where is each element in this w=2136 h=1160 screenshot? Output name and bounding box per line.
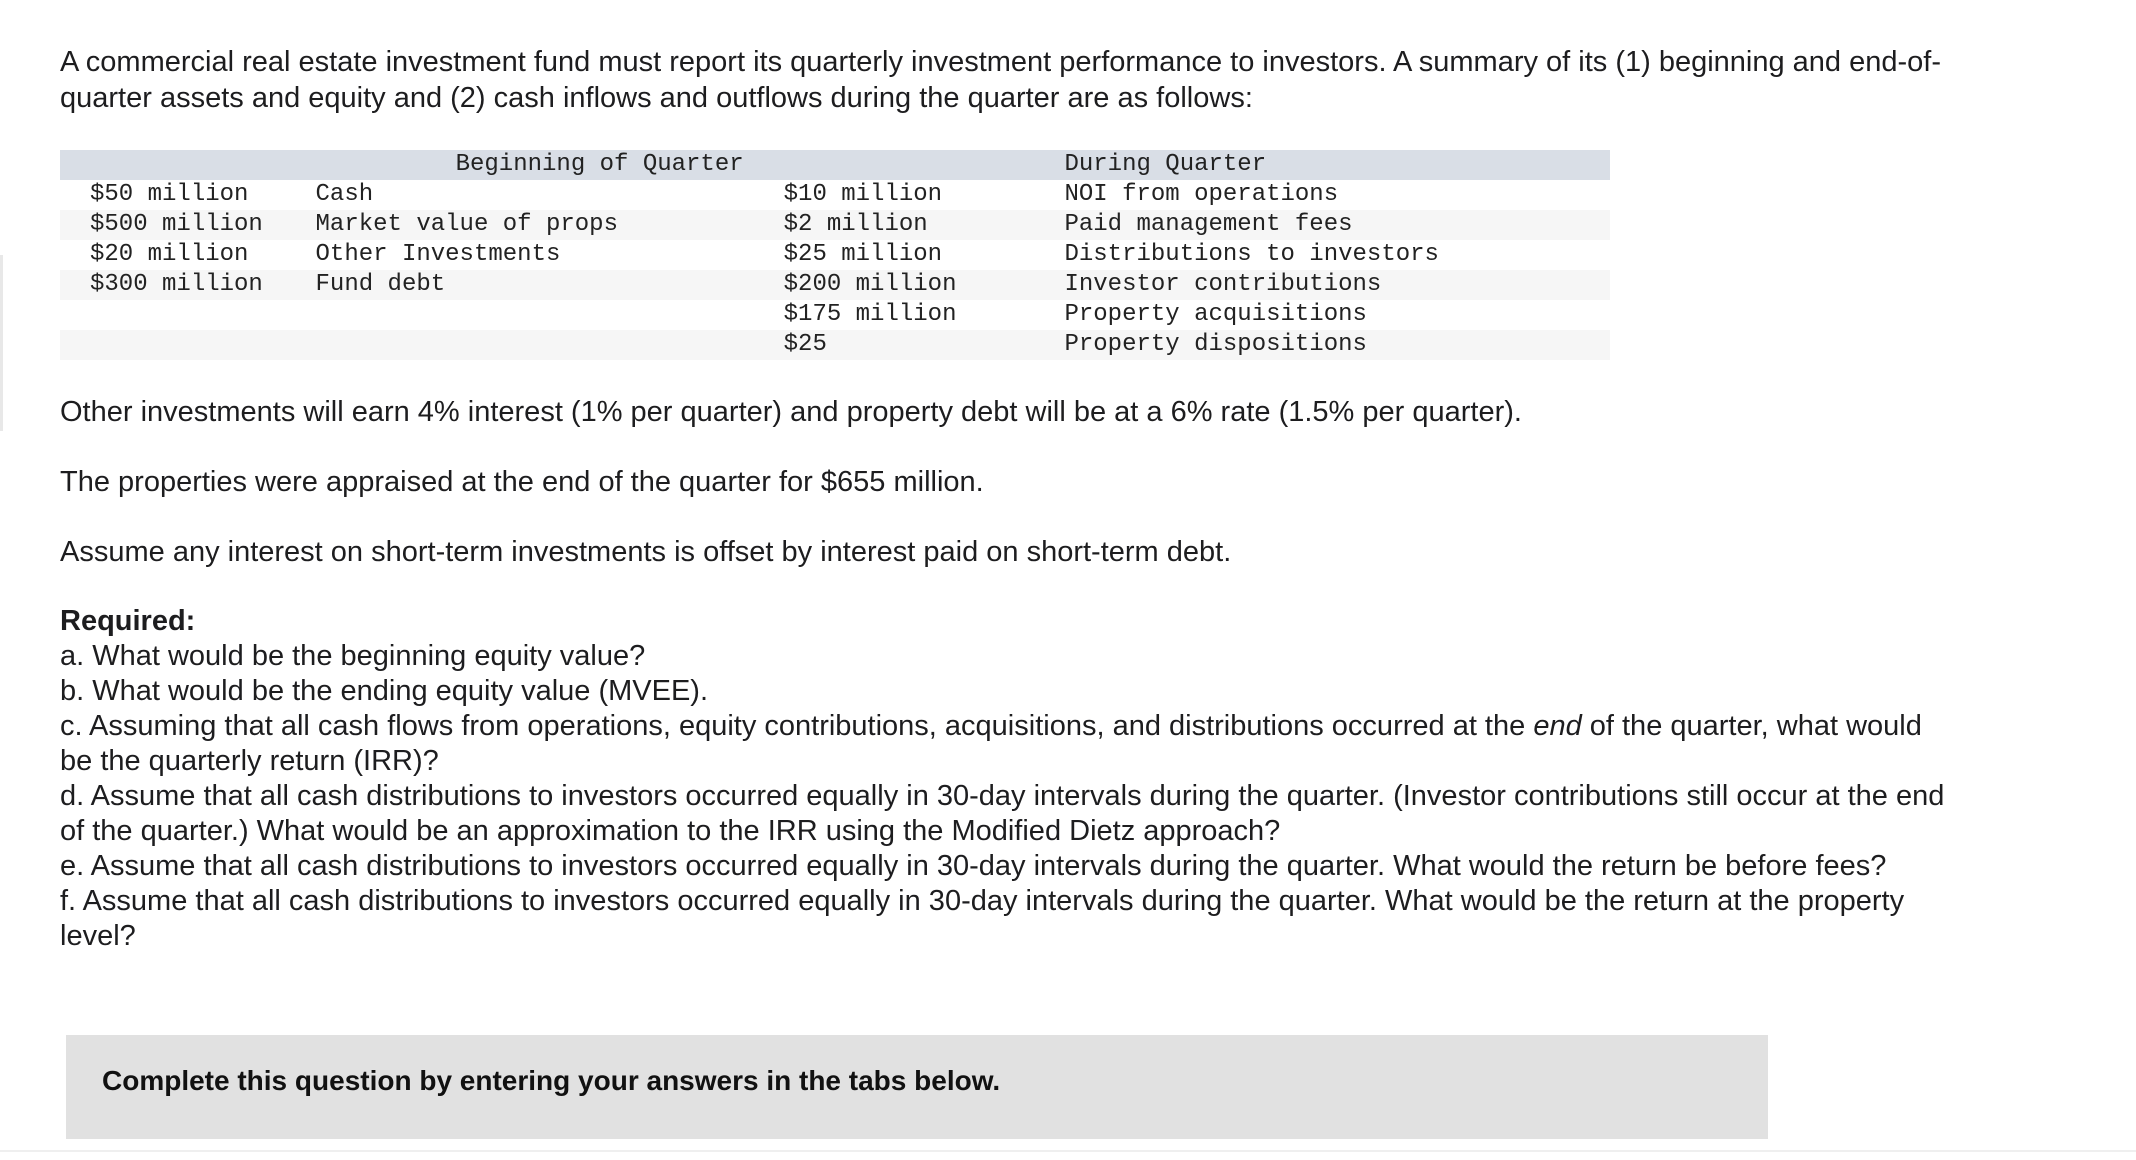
header-during-quarter: During Quarter [1064, 150, 1610, 180]
intro-text: A commercial real estate investment fund must report its quarterly investment performance to investors. A summary of its (1) beginning and end-of-quarter assets and equity and (2) cash inflows and outflows during the quarter are as follows: [60, 46, 1942, 114]
table-row [60, 300, 1610, 330]
bq-label [316, 300, 784, 330]
bq-amount: $300 million [60, 270, 316, 300]
bq-amount: $500 million [60, 210, 316, 240]
dq-label: NOI from operations [1064, 181, 1339, 208]
bottom-divider [0, 1150, 2136, 1152]
dq-amount: $10 million [783, 181, 943, 208]
interest-rate-text: Other investments will earn 4% interest (1% per quarter) and property debt will be at a 6% rate (1.5% per quarter). [60, 396, 1522, 428]
question-c-part1: c. Assuming that all cash flows from operations, equity contributions, acquisitions, and distributions occurred at the [60, 710, 1534, 742]
bq-label: Other Investments [315, 241, 561, 268]
table-row [60, 180, 1610, 210]
question-a: a. What would be the beginning equity value? [60, 640, 646, 672]
table-row [60, 270, 1610, 300]
bq-amount [60, 300, 316, 330]
bq-amount: $50 million [90, 181, 249, 208]
dq-amount: $2 million [784, 210, 1065, 240]
question-c-emphasis: end [1533, 710, 1582, 742]
appraisal-text: The properties were appraised at the end of the quarter for $655 million. [60, 466, 984, 498]
dq-amount: $25 [784, 330, 1065, 360]
question-d: d. Assume that all cash distributions to investors occurred equally in 30-day intervals during the quarter. (Investor contributions still occur at the end of the quarter.) What would be an approximation to the IRR using the Modified Dietz approach? [60, 780, 1945, 847]
dq-amount: $175 million [783, 301, 957, 328]
bq-amount: $20 million [90, 241, 249, 268]
question-b: b. What would be the ending equity value (MVEE). [60, 675, 709, 707]
question-c-part2: of the quarter, what would be the quarterly return (IRR)? [60, 710, 1922, 777]
question-e: e. Assume that all cash distributions to investors occurred equally in 30-day intervals during the quarter. What would the return be before fees? [60, 850, 1887, 882]
required-title: Required: [60, 605, 196, 637]
required-section [60, 604, 1960, 954]
table-header-row [60, 150, 1610, 180]
question-content [60, 44, 1960, 954]
dq-label: Property acquisitions [1064, 301, 1367, 328]
question-c [60, 709, 1960, 779]
bq-label: Fund debt [316, 270, 784, 300]
left-edge-divider [0, 255, 3, 431]
dq-label: Distributions to investors [1064, 241, 1439, 268]
bq-label [316, 330, 784, 360]
dq-label: Investor contributions [1064, 270, 1610, 300]
header-beginning-of-quarter: Beginning of Quarter [316, 150, 784, 180]
offset-assumption-text: Assume any interest on short-term investments is offset by interest paid on short-term debt. [60, 536, 1232, 568]
instruction-banner-text: Complete this question by entering your answers in the tabs below. [102, 1065, 1001, 1096]
dq-label: Paid management fees [1064, 210, 1610, 240]
table-row [60, 210, 1610, 240]
dq-amount: $25 million [783, 241, 943, 268]
dq-label: Property dispositions [1064, 330, 1610, 360]
table-row [60, 330, 1610, 360]
bq-label: Market value of props [316, 210, 784, 240]
fund-summary-table [60, 150, 1610, 360]
bq-label: Cash [315, 181, 374, 208]
question-f: f. Assume that all cash distributions to investors occurred equally in 30-day intervals during the quarter. What would be the return at the property level? [60, 885, 1905, 952]
table-row [60, 240, 1610, 270]
bq-amount [60, 330, 316, 360]
dq-amount: $200 million [784, 270, 1065, 300]
instruction-banner [66, 1035, 1768, 1139]
